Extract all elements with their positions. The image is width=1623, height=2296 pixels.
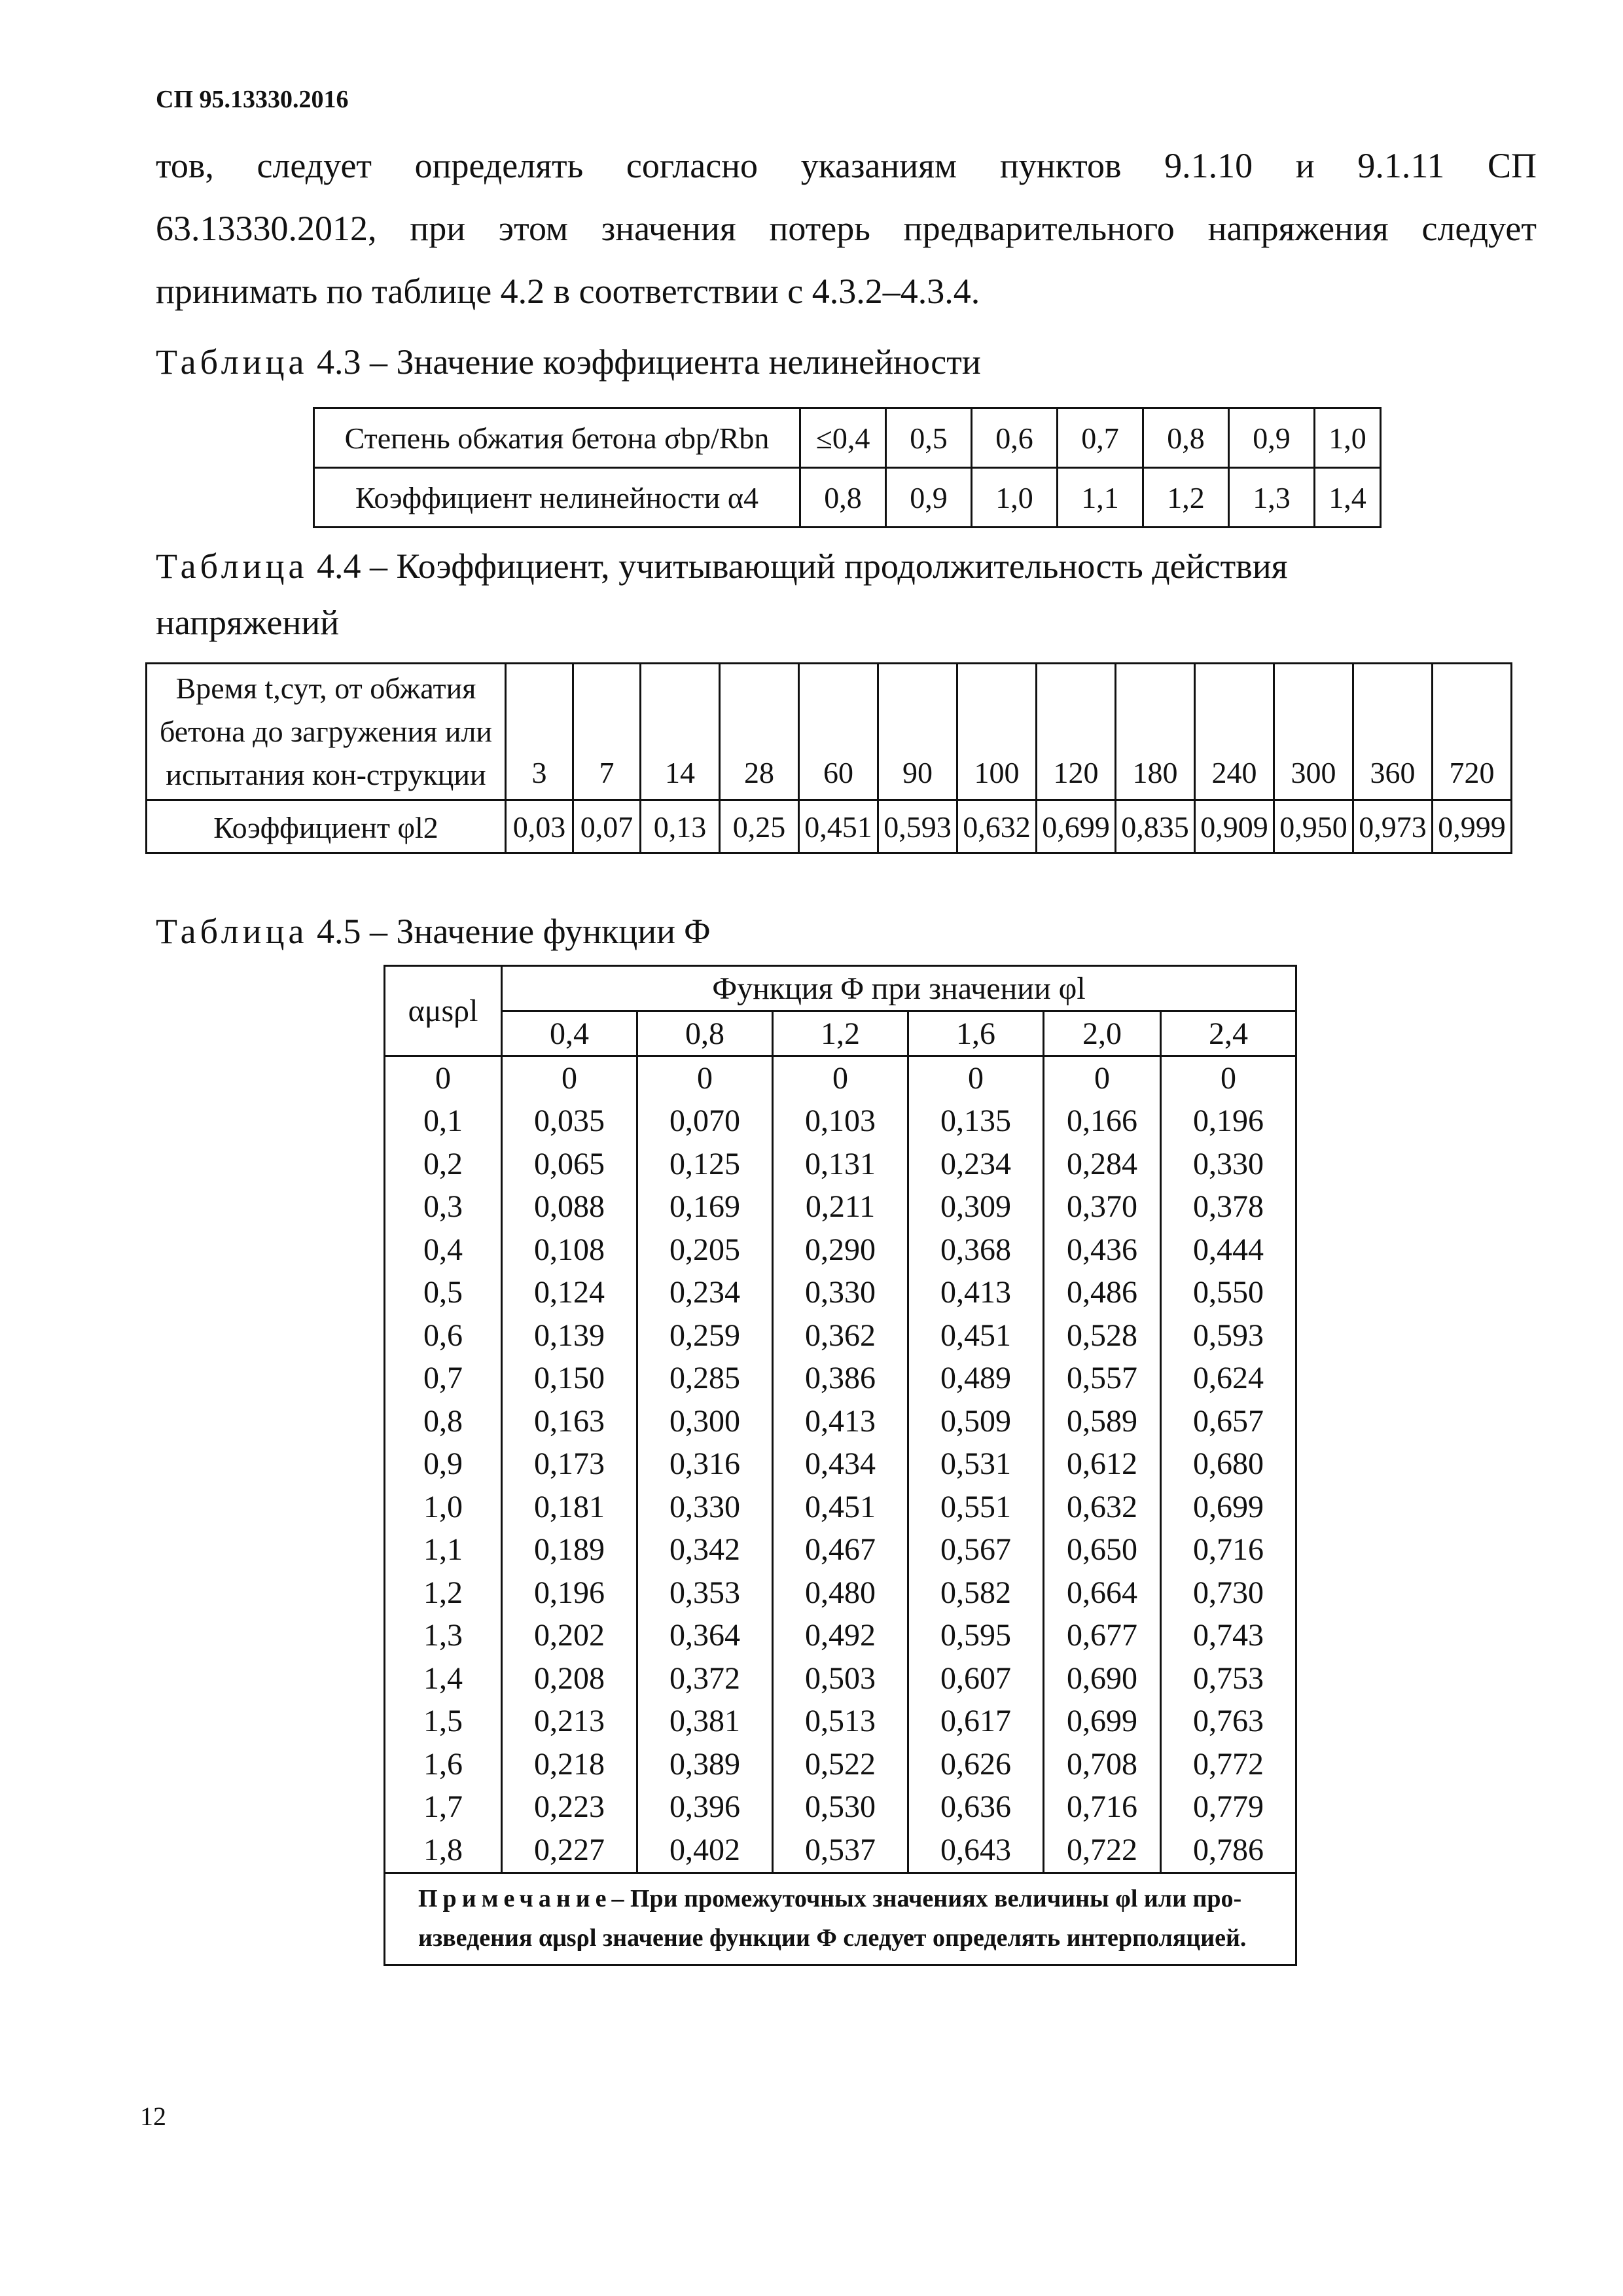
table-cell: 0,632: [1044, 1486, 1161, 1529]
table-cell: 0,632: [957, 800, 1037, 853]
table-cell: 0,259: [637, 1314, 773, 1357]
table-cell: 0,218: [502, 1743, 637, 1786]
table-cell: 0,763: [1161, 1700, 1296, 1744]
table-cell: 0,205: [637, 1229, 773, 1272]
table-cell: 0,139: [502, 1314, 637, 1357]
table-cell: 0,716: [1044, 1786, 1161, 1829]
table-cell: 120: [1037, 664, 1116, 800]
table-cell: 0,537: [773, 1829, 908, 1873]
table-cell: 0,753: [1161, 1657, 1296, 1700]
table-row: [385, 1786, 1296, 1829]
row-header: 0,5: [385, 1272, 502, 1315]
table-cell: 0,680: [1161, 1443, 1296, 1486]
table-cell: 0,451: [908, 1314, 1044, 1357]
table-cell: 0,444: [1161, 1229, 1296, 1272]
table-cell: 0,381: [637, 1700, 773, 1744]
table-cell: 0,567: [908, 1529, 1044, 1572]
table-cell: 0,467: [773, 1529, 908, 1572]
table-cell: 0,370: [1044, 1186, 1161, 1229]
table-row: [147, 664, 1512, 800]
table-cell: 0,551: [908, 1486, 1044, 1529]
table-row: [147, 800, 1512, 853]
table-cell: 0,7: [1058, 408, 1143, 468]
table-cell: 0,722: [1044, 1829, 1161, 1873]
table-cell: 0,643: [908, 1829, 1044, 1873]
table-cell: 0,213: [502, 1700, 637, 1744]
document-code: СП 95.13330.2016: [156, 86, 349, 113]
table-cell: 0,664: [1044, 1571, 1161, 1615]
table-cell: 0,973: [1353, 800, 1433, 853]
table-cell: 0: [908, 1056, 1044, 1100]
table-4-5: [383, 965, 1297, 1966]
table-cell: 240: [1195, 664, 1274, 800]
table-row: [385, 1186, 1296, 1229]
table-cell: 0,208: [502, 1657, 637, 1700]
row-header: 1,0: [385, 1486, 502, 1529]
table-cell: 0,999: [1433, 800, 1512, 853]
table-cell: 720: [1433, 664, 1512, 800]
table-cell: 0,316: [637, 1443, 773, 1486]
table-cell: 0,413: [908, 1272, 1044, 1315]
table-cell: 0,234: [637, 1272, 773, 1315]
table-cell: 0,150: [502, 1357, 637, 1401]
table-row: [314, 408, 1381, 468]
table-cell: 0,169: [637, 1186, 773, 1229]
table-cell: 0: [637, 1056, 773, 1100]
row-header: 1,5: [385, 1700, 502, 1744]
row-header: 0: [385, 1056, 502, 1100]
table-cell: 0,5: [886, 408, 972, 468]
table-cell: 3: [506, 664, 573, 800]
table-cell: 0,522: [773, 1743, 908, 1786]
table-cell: 0,124: [502, 1272, 637, 1315]
table-cell: 1,1: [1058, 468, 1143, 528]
table-cell: 0,8: [800, 468, 886, 528]
table-cell: 0,503: [773, 1657, 908, 1700]
column-header: 0,4: [502, 1011, 637, 1056]
table-cell: 0,285: [637, 1357, 773, 1401]
table-cell: 0,362: [773, 1314, 908, 1357]
table-cell: 0,699: [1037, 800, 1116, 853]
table-cell: 0,227: [502, 1829, 637, 1873]
row-header: 0,2: [385, 1143, 502, 1186]
table-cell: 0,708: [1044, 1743, 1161, 1786]
table-row: [385, 1829, 1296, 1873]
table-cell: 0,636: [908, 1786, 1044, 1829]
caption-text-line2: напряжений: [156, 603, 340, 642]
table-cell: 0,699: [1044, 1700, 1161, 1744]
table-cell: 0,290: [773, 1229, 908, 1272]
table-cell: 0,065: [502, 1143, 637, 1186]
row-header: 0,9: [385, 1443, 502, 1486]
group-header: Функция Φ при значении φl: [502, 966, 1296, 1011]
table-cell: 0,612: [1044, 1443, 1161, 1486]
table-4-4-caption: [156, 538, 1530, 651]
table-cell: ≤0,4: [800, 408, 886, 468]
table-cell: 0,716: [1161, 1529, 1296, 1572]
table-cell: 0,189: [502, 1529, 637, 1572]
table-cell: 0: [502, 1056, 637, 1100]
table-cell: 0,786: [1161, 1829, 1296, 1873]
table-cell: 0,389: [637, 1743, 773, 1786]
table-cell: 0: [1044, 1056, 1161, 1100]
table-cell: 0,125: [637, 1143, 773, 1186]
caption-label: Таблица: [156, 342, 308, 382]
table-cell: 180: [1116, 664, 1195, 800]
row-header: 0,1: [385, 1100, 502, 1143]
column-header: 2,0: [1044, 1011, 1161, 1056]
table-cell: 0,835: [1116, 800, 1195, 853]
row-header: Время t,сут, от обжатия бетона до загружения или испытания кон-струкции: [147, 664, 506, 800]
table-cell: 0,950: [1274, 800, 1353, 853]
table-cell: 0,492: [773, 1615, 908, 1658]
paragraph-line: тов, следует определять согласно указаниям пунктов 9.1.10 и 9.1.11 СП: [156, 146, 1537, 185]
table-cell: 0,372: [637, 1657, 773, 1700]
table-row: [314, 468, 1381, 528]
table-4-3-caption: [156, 334, 1530, 390]
table-header-row: [385, 1011, 1296, 1056]
table-cell: 0,135: [908, 1100, 1044, 1143]
note-row: [385, 1873, 1296, 1965]
row-header: 1,8: [385, 1829, 502, 1873]
row-header: 1,7: [385, 1786, 502, 1829]
note-label: Примечание: [418, 1884, 612, 1912]
table-cell: 0,088: [502, 1186, 637, 1229]
table-cell: 0,196: [502, 1571, 637, 1615]
row-header: 0,4: [385, 1229, 502, 1272]
table-cell: 0,284: [1044, 1143, 1161, 1186]
row-header: 1,3: [385, 1615, 502, 1658]
table-cell: 1,0: [972, 468, 1058, 528]
table-row: [385, 1272, 1296, 1315]
row-header: 1,2: [385, 1571, 502, 1615]
table-cell: 28: [720, 664, 799, 800]
table-cell: 0,166: [1044, 1100, 1161, 1143]
table-cell: 0,486: [1044, 1272, 1161, 1315]
caption-text: 4.4 – Коэффициент, учитывающий продолжительность действия: [316, 547, 1288, 586]
table-row: [385, 1486, 1296, 1529]
table-cell: 0,9: [1229, 408, 1315, 468]
table-4-5-caption: [156, 903, 1530, 960]
table-cell: 0,909: [1195, 800, 1274, 853]
table-cell: 90: [878, 664, 957, 800]
table-cell: 0,103: [773, 1100, 908, 1143]
caption-label: Таблица: [156, 912, 308, 951]
row-header: 0,7: [385, 1357, 502, 1401]
table-cell: 0,451: [773, 1486, 908, 1529]
table-note: [385, 1873, 1296, 1965]
table-row: [385, 1357, 1296, 1401]
caption-text: 4.5 – Значение функции Φ: [316, 912, 711, 951]
table-cell: 0,300: [637, 1400, 773, 1443]
table-cell: 100: [957, 664, 1037, 800]
table-cell: 0,402: [637, 1829, 773, 1873]
table-body: [385, 1056, 1296, 1873]
table-cell: 360: [1353, 664, 1433, 800]
table-cell: 0,436: [1044, 1229, 1161, 1272]
table-cell: 0,07: [573, 800, 641, 853]
table-cell: 0,730: [1161, 1571, 1296, 1615]
table-row: [385, 1443, 1296, 1486]
body-paragraph: [156, 134, 1537, 323]
column-header: 1,6: [908, 1011, 1044, 1056]
table-cell: 60: [799, 664, 878, 800]
table-cell: 0,25: [720, 800, 799, 853]
table-row: [385, 1400, 1296, 1443]
table-row: [385, 1314, 1296, 1357]
table-cell: 0,309: [908, 1186, 1044, 1229]
table-cell: 0,779: [1161, 1786, 1296, 1829]
table-cell: 0,557: [1044, 1357, 1161, 1401]
row-header: 0,8: [385, 1400, 502, 1443]
table-cell: 7: [573, 664, 641, 800]
table-cell: 0,593: [1161, 1314, 1296, 1357]
row-header: 1,4: [385, 1657, 502, 1700]
table-cell: 0,9: [886, 468, 972, 528]
page-number: 12: [140, 2102, 166, 2131]
table-cell: 0,396: [637, 1786, 773, 1829]
table-cell: 0,330: [773, 1272, 908, 1315]
table-cell: 0,626: [908, 1743, 1044, 1786]
table-4-4: [145, 662, 1512, 854]
table-cell: 0,699: [1161, 1486, 1296, 1529]
table-cell: 0,163: [502, 1400, 637, 1443]
table-row: [385, 1100, 1296, 1143]
table-row: [385, 1529, 1296, 1572]
table-cell: 0,378: [1161, 1186, 1296, 1229]
paragraph-line: принимать по таблице 4.2 в соответствии с 4.3.2–4.3.4.: [156, 272, 980, 311]
table-cell: 0,550: [1161, 1272, 1296, 1315]
row-header: Коэффициент нелинейности α4: [314, 468, 800, 528]
table-cell: 0,386: [773, 1357, 908, 1401]
row-header: 0,6: [385, 1314, 502, 1357]
table-cell: 0,530: [773, 1786, 908, 1829]
table-cell: 0,677: [1044, 1615, 1161, 1658]
table-row: [385, 1700, 1296, 1744]
table-cell: 0,743: [1161, 1615, 1296, 1658]
row-header: 0,3: [385, 1186, 502, 1229]
table-cell: 0,108: [502, 1229, 637, 1272]
table-cell: 0,353: [637, 1571, 773, 1615]
table-row: [385, 1056, 1296, 1100]
table-cell: 0,13: [641, 800, 720, 853]
caption-label: Таблица: [156, 547, 308, 586]
table-cell: 0,330: [637, 1486, 773, 1529]
table-cell: 0: [773, 1056, 908, 1100]
row-header: Степень обжатия бетона σbp/Rbn: [314, 408, 800, 468]
table-cell: 0,211: [773, 1186, 908, 1229]
note-text: – При промежуточных значениях величины φl или про-изведения αμsρl значение функции Φ следует определять интерполяцией.: [418, 1884, 1247, 1952]
column-header: 2,4: [1161, 1011, 1296, 1056]
table-cell: 0,451: [799, 800, 878, 853]
table-cell: 0,489: [908, 1357, 1044, 1401]
table-cell: 0,6: [972, 408, 1058, 468]
table-cell: 0,509: [908, 1400, 1044, 1443]
table-row: [385, 1657, 1296, 1700]
table-cell: 0,434: [773, 1443, 908, 1486]
table-cell: 0,03: [506, 800, 573, 853]
paragraph-line: 63.13330.2012, при этом значения потерь предварительного напряжения следует: [156, 209, 1537, 248]
table-row: [385, 1743, 1296, 1786]
table-cell: 0,181: [502, 1486, 637, 1529]
table-header-row: [385, 966, 1296, 1011]
table-cell: 0,617: [908, 1700, 1044, 1744]
table-cell: 0,690: [1044, 1657, 1161, 1700]
table-cell: 1,2: [1143, 468, 1229, 528]
table-cell: 0,173: [502, 1443, 637, 1486]
table-cell: 0,342: [637, 1529, 773, 1572]
table-row: [385, 1615, 1296, 1658]
row-header: Коэффициент φl2: [147, 800, 506, 853]
table-cell: 0,070: [637, 1100, 773, 1143]
table-cell: 0,624: [1161, 1357, 1296, 1401]
table-row: [385, 1229, 1296, 1272]
table-cell: 0,595: [908, 1615, 1044, 1658]
table-cell: 1,3: [1229, 468, 1315, 528]
table-row: [385, 1143, 1296, 1186]
table-cell: 1,4: [1315, 468, 1381, 528]
table-cell: 0,650: [1044, 1529, 1161, 1572]
table-cell: 0,772: [1161, 1743, 1296, 1786]
table-cell: 0,513: [773, 1700, 908, 1744]
table-cell: 0,364: [637, 1615, 773, 1658]
table-cell: 0,582: [908, 1571, 1044, 1615]
row-header: 1,1: [385, 1529, 502, 1572]
table-cell: 0,528: [1044, 1314, 1161, 1357]
table-cell: 0,223: [502, 1786, 637, 1829]
table-cell: 0,131: [773, 1143, 908, 1186]
table-cell: 0,531: [908, 1443, 1044, 1486]
table-4-3: [313, 407, 1382, 528]
table-cell: 0,196: [1161, 1100, 1296, 1143]
table-row: [385, 1571, 1296, 1615]
table-cell: 0,8: [1143, 408, 1229, 468]
table-cell: 300: [1274, 664, 1353, 800]
table-cell: 0,035: [502, 1100, 637, 1143]
table-cell: 0: [1161, 1056, 1296, 1100]
table-cell: 0,330: [1161, 1143, 1296, 1186]
row-header: 1,6: [385, 1743, 502, 1786]
table-cell: 0,593: [878, 800, 957, 853]
table-cell: 0,657: [1161, 1400, 1296, 1443]
table-cell: 0,607: [908, 1657, 1044, 1700]
column-header: 0,8: [637, 1011, 773, 1056]
column-header: 1,2: [773, 1011, 908, 1056]
table-cell: 0,480: [773, 1571, 908, 1615]
table-cell: 0,413: [773, 1400, 908, 1443]
corner-header: αμsρl: [385, 966, 502, 1056]
table-cell: 0,589: [1044, 1400, 1161, 1443]
caption-text: 4.3 – Значение коэффициента нелинейности: [316, 342, 981, 382]
table-cell: 0,202: [502, 1615, 637, 1658]
table-cell: 14: [641, 664, 720, 800]
table-cell: 1,0: [1315, 408, 1381, 468]
table-cell: 0,234: [908, 1143, 1044, 1186]
table-cell: 0,368: [908, 1229, 1044, 1272]
